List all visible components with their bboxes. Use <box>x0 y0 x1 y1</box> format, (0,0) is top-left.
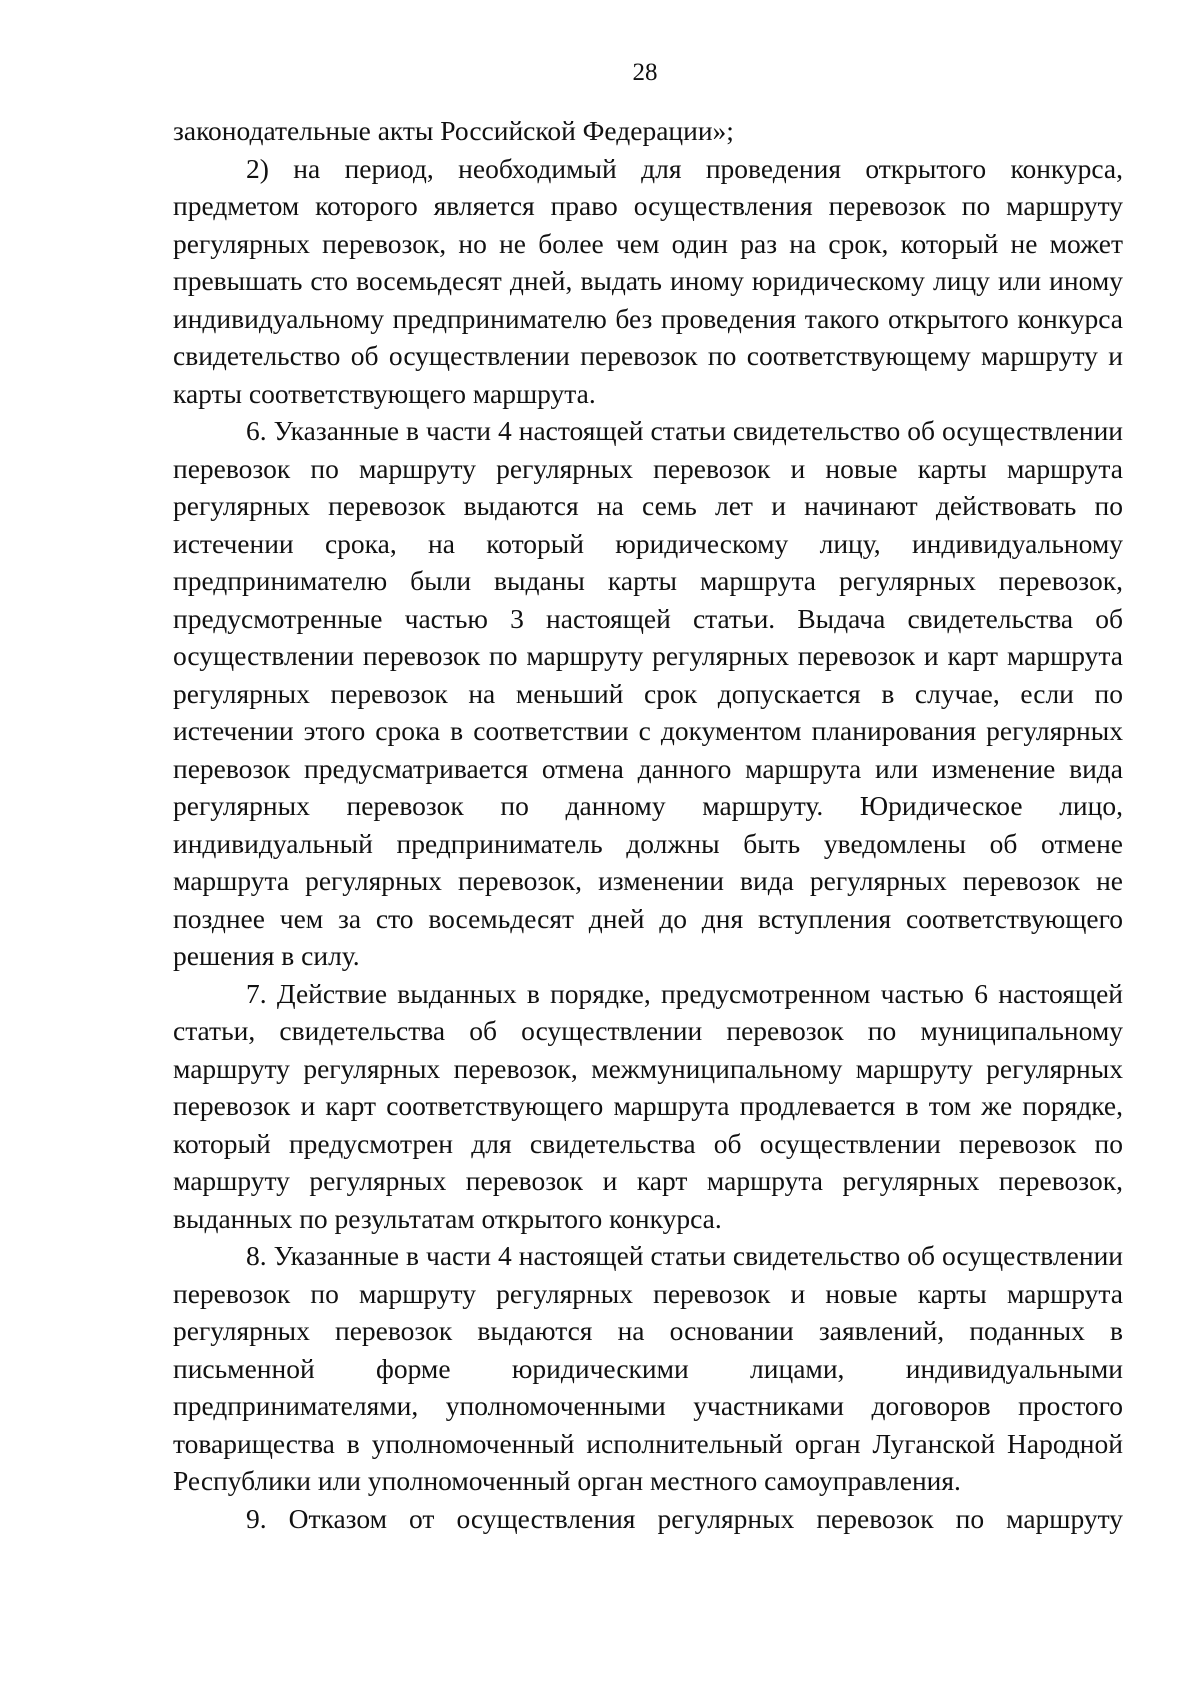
paragraph-part-7: 7. Действие выданных в порядке, предусмотренном частью 6 настоящей статьи, свидетельства об осуществлении перевозок по муниципальному маршруту регулярных перевозок, межмуниципальному маршруту регулярных перевозок и карт соответствующего маршрута продлевается в том же порядке, который предусмотрен для свидетельства об осуществлении перевозок по маршруту регулярных перевозок и карт маршрута регулярных перевозок, выданных по результатам открытого конкурса. <box>173 977 1123 1234</box>
paragraph-item-2: 2) на период, необходимый для проведения открытого конкурса, предметом которого является право осуществления перевозок по маршруту регулярных перевозок, но не более чем один раз на срок, который не может превышать сто восемьдесят дней, выдать иному юридическому лицу или иному индивидуальному предпринимателю без проведения такого открытого конкурса свидетельство об осуществлении перевозок по соответствующему маршруту и карты соответствующего маршрута. <box>173 152 1123 409</box>
page-number: 28 <box>632 59 658 86</box>
paragraph-part-8: 8. Указанные в части 4 настоящей статьи свидетельство об осуществлении перевозок по маршруту регулярных перевозок и новые карты маршрута регулярных перевозок выдаются на основании заявлений, поданных в письменной форме юридическими лицами, индивидуальными предпринимателями, уполномоченными участниками договоров простого товарищества в уполномоченный исполнительный орган Луганской Народной Республики или уполномоченный орган местного самоуправления. <box>173 1240 1123 1496</box>
paragraph-part-6: 6. Указанные в части 4 настоящей статьи свидетельство об осуществлении перевозок по маршруту регулярных перевозок и новые карты маршрута регулярных перевозок выдаются на семь лет и начинают действовать по истечении срока, на который юридическому лицу, индивидуальному предпринимателю были выданы карты маршрута регулярных перевозок, предусмотренные частью 3 настоящей статьи. Выдача свидетельства об осуществлении перевозок по маршруту регулярных перевозок и карт маршрута регулярных перевозок на меньший срок допускается в случае, если по истечении этого срока в соответствии с документом планирования регулярных перевозок предусматривается отмена данного маршрута или изменение вида регулярных перевозок по данному маршруту. Юридическое лицо, индивидуальный предприниматель должны быть уведомлены об отмене маршрута регулярных перевозок, изменении вида регулярных перевозок не позднее чем за сто восемьдесят дней до дня вступления соответствующего решения в силу. <box>173 415 1123 971</box>
paragraph-continuation: законодательные акты Российской Федерации»; <box>173 115 734 146</box>
document-body <box>173 112 1123 1537</box>
paragraph-part-9: 9. Отказом от осуществления регулярных перевозок по маршруту <box>246 1502 1123 1534</box>
